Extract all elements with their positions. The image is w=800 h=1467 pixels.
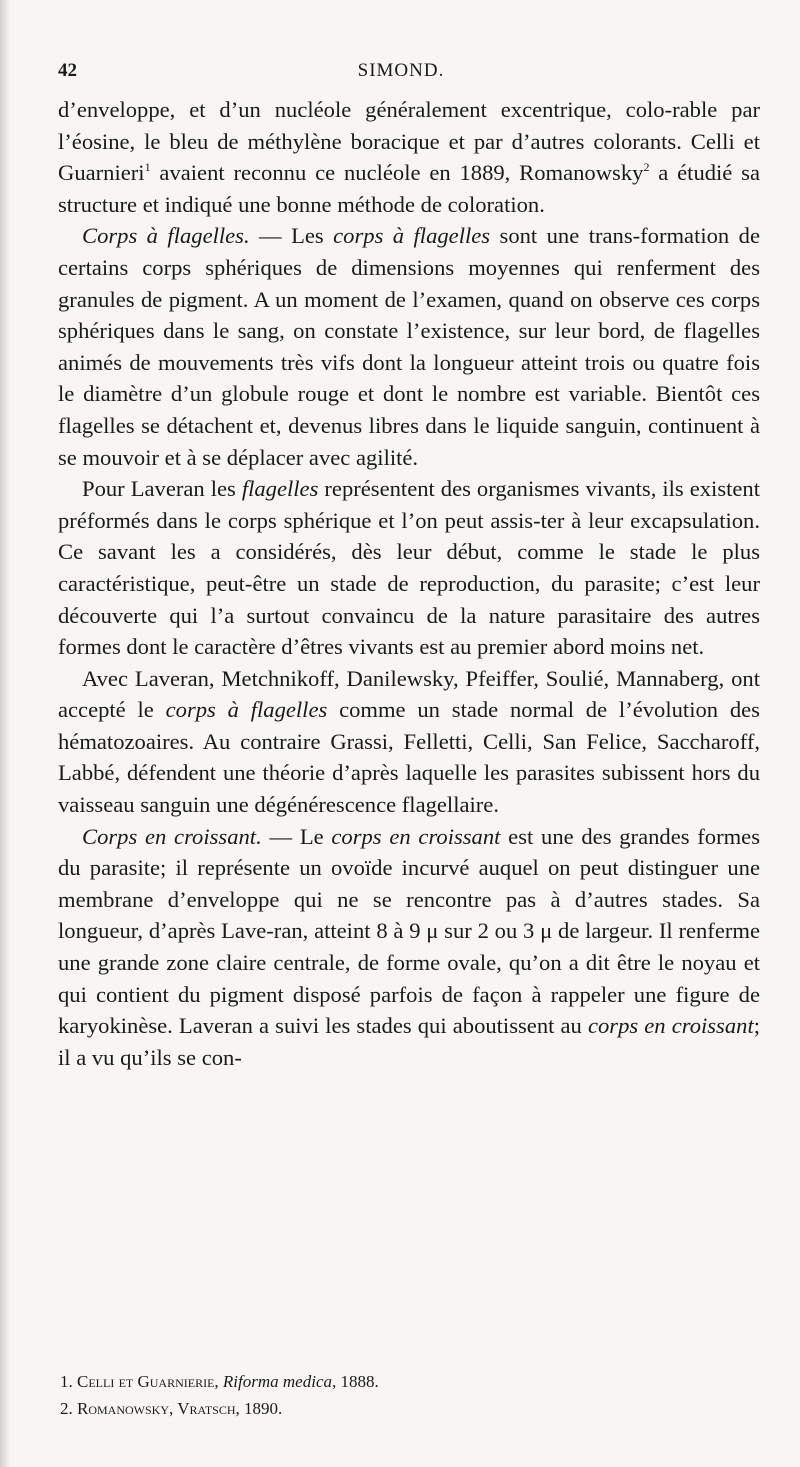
footnote-2 [60, 1395, 760, 1422]
text-run: comme un stade normal de l’évolution des hématozoaires. Au contraire Grassi, Felletti, Celli, San Felice, Saccharoff, Labbé, défendent une théorie d’après laquelle les parasites subissent hors du vaisseau sanguin une dégénérescence flagellaire. [58, 697, 760, 818]
paragraph-laveran [58, 473, 760, 663]
italic-term: flagelles [241, 476, 319, 502]
page-number: 42 [58, 60, 77, 81]
text-run: sont une trans-formation de certains corps sphériques de dimensions moyennes qui renferment des granules de pigment. A un moment de l’examen, quand on observe ces corps sphériques dans le sang, on constate l’existence, sur leur bord, de flagelles animés de mouvements très vifs dont la longueur atteint trois ou quatre fois le diamètre d’un globule rouge et dont le nombre est variable. Bientôt ces flagelles se détachent et, devenus libres dans le liquide sanguin, continuent à se mouvoir et à se déplacer avec agilité. [58, 223, 760, 470]
section-heading: Corps à flagelles. [82, 223, 250, 249]
footnote-journal: Riforma medica [222, 1372, 332, 1391]
text-run: Pour Laveran les [82, 476, 242, 502]
text-run: — Les [249, 223, 334, 249]
footnotes [60, 1368, 760, 1422]
text-run: ; il a vu qu’ils se con- [58, 1013, 760, 1070]
paragraph-corps-en-croissant [58, 821, 760, 1074]
paragraph-corps-a-flagelles [58, 220, 760, 473]
scan-edge-shadow [0, 0, 10, 1467]
footnote-number: 2. [60, 1399, 73, 1418]
footnote-authors: Celli et Guarnierie, [77, 1372, 219, 1391]
italic-term: corps à flagelles [165, 697, 328, 723]
paragraph-avec-laveran [58, 663, 760, 821]
footnote-ref-1: 1 [144, 160, 151, 175]
footnote-ref-2: 2 [643, 160, 650, 175]
footnote-authors: Romanowsky, Vratsch, 1890. [77, 1399, 283, 1418]
text-run: a étudié sa structure et indiqué une bonne méthode de coloration. [58, 160, 760, 217]
footnote-1 [60, 1368, 760, 1395]
running-head: SIMOND. [357, 60, 445, 81]
text-run: Avec Laveran, Metchnikoff, Danilewsky, Pfeiffer, Soulié, Mannaberg, ont accepté le [58, 665, 760, 723]
body-text [58, 94, 760, 1073]
text-run: représentent des organismes vivants, ils existent préformés dans le corps sphérique et l’on peut assis-ter à leur excapsulation. Ce savant les a considérés, dès leur début, comme le stade le plus caractéristique, peut-être un stade de reproduction, du parasite; c’est leur découverte qui l’a surtout convaincu de la nature parasitaire des autres formes dont le caractère d’êtres vivants est au premier abord moins net. [58, 476, 760, 660]
footnote-year: , 1888. [332, 1372, 379, 1391]
italic-term: corps en croissant [331, 823, 501, 849]
footnote-number: 1. [60, 1372, 73, 1391]
italic-term: corps en croissant [587, 1013, 754, 1039]
text-run: — Le [261, 823, 332, 849]
text-run: est une des grandes formes du parasite; il représente un ovoïde incurvé auquel on peut distinguer une membrane d’enveloppe qui ne se rencontre pas à d’autres stades. Sa longueur, d’après Lave-ran, atteint 8 à 9 μ sur 2 ou 3 μ de largeur. Il renferme une grande zone claire centrale, de forme ovale, qu’on a dit être le noyau et qui contient du pigment disposé parfois de façon à rappeler une figure de karyokinèse. Laveran a suivi les stades qui aboutissent au [58, 823, 760, 1039]
text-run: avaient reconnu ce nucléole en 1889, Romanowsky [150, 160, 644, 186]
text-run: d’enveloppe, et d’un nucléole généralement excentrique, colo-rable par l’éosine, le bleu de méthylène boracique et par d’autres colorants. Celli et Guarnieri [58, 97, 760, 186]
section-heading: Corps en croissant. [82, 823, 262, 849]
paragraph-1 [58, 94, 760, 220]
page-header [58, 60, 744, 86]
italic-term: corps à flagelles [333, 223, 491, 249]
